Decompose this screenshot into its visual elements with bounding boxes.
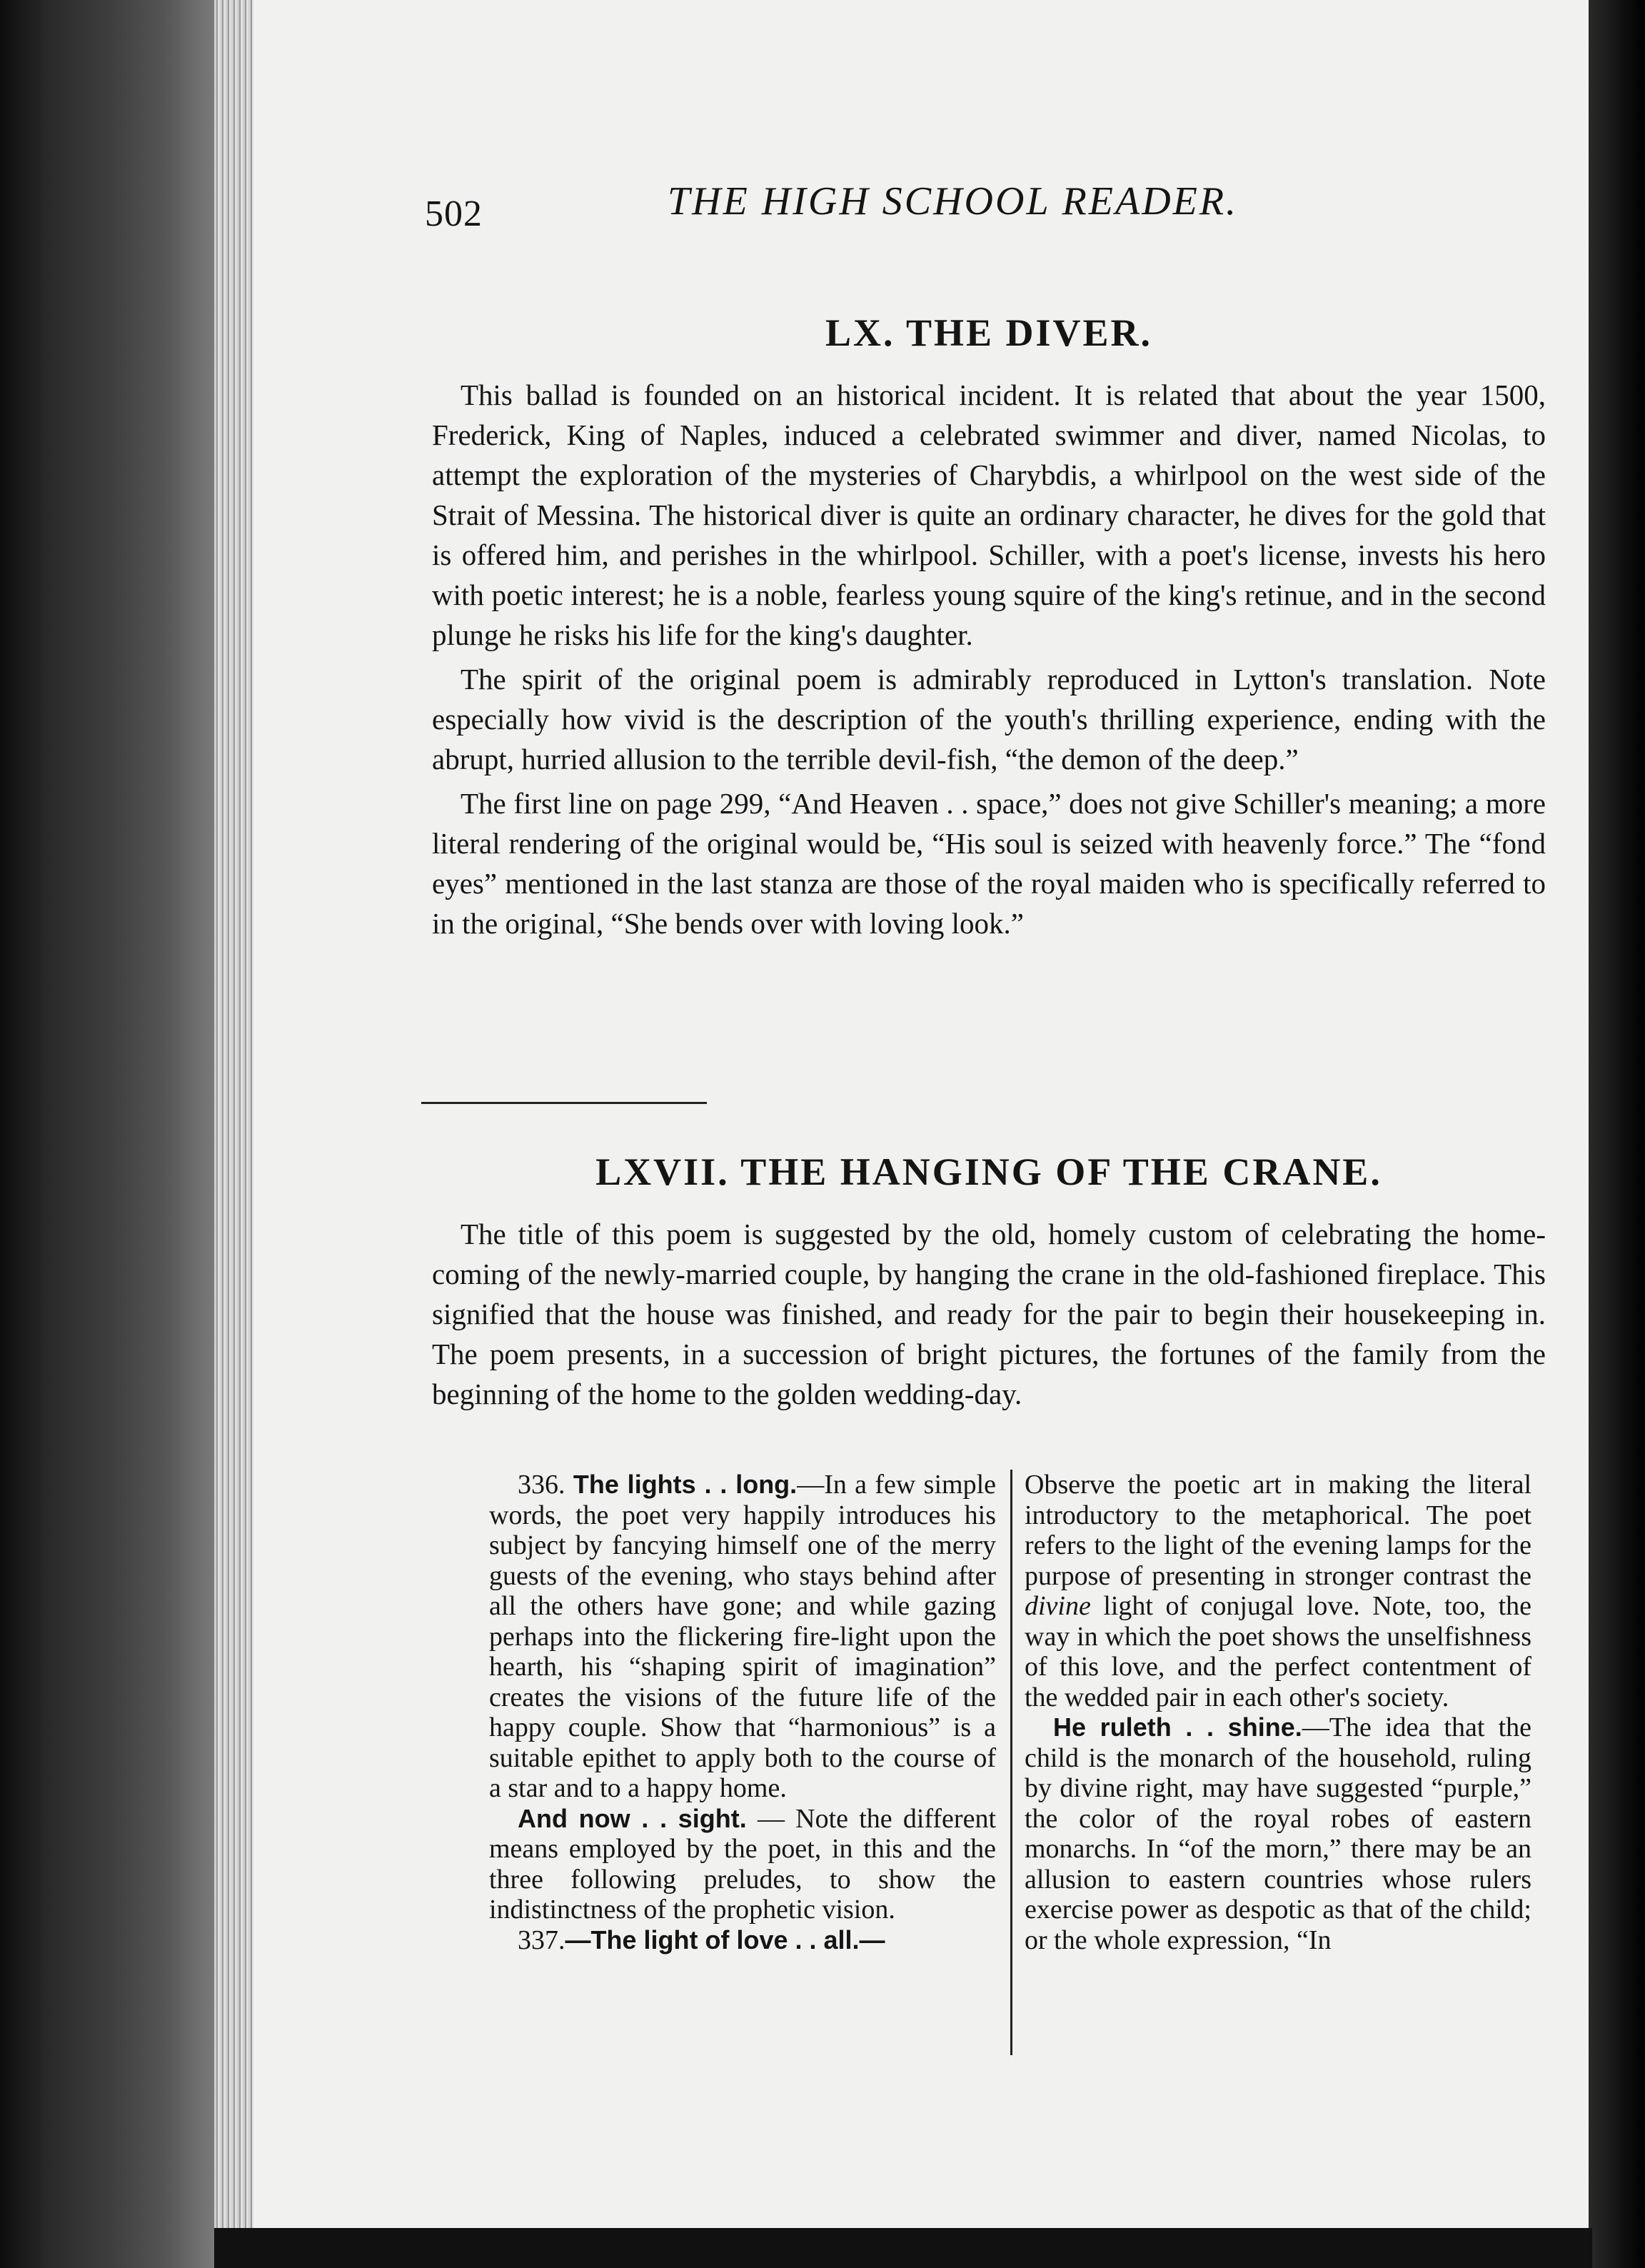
note-337-text-end: light of conjugal love. Note, too, the way in which the poet shows the unselfishness of this love, and the perfect contentment of the wedded pair in each other's society. [1025,1591,1531,1712]
section-title-the-diver: LX. THE DIVER. [825,311,1153,354]
notes-left-column [489,1470,996,1955]
crane-intro [432,1214,1546,1418]
column-divider [1010,1470,1012,2055]
note-337 [489,1925,996,1956]
note-he-ruleth [1025,1712,1531,1955]
diver-paragraph-2: The spirit of the original poem is admirably reproduced in Lytton's translation. Note especially how vivid is the description of the youth's thrilling experience, ending with the abrupt, hurried allusion to the terrible devil-fish, “the demon of the deep.” [432,663,1546,776]
section-divider-rule [421,1102,707,1104]
right-edge-shadow [1589,0,1645,2268]
note-and-now [489,1804,996,1925]
running-head [421,179,1307,236]
running-title: THE HIGH SCHOOL READER. [668,179,1239,224]
note-337-number: 337. [518,1925,565,1955]
note-337-text: Observe the poetic art in making the literal introductory to the metaphorical. The poet refers to the light of the evening lamps for the purpose of presenting in stronger contrast the [1025,1470,1531,1591]
note-and-now-keyword: And now . . sight. [518,1803,747,1833]
crane-intro-paragraph: The title of this poem is suggested by the old, homely custom of celebrating the home-coming of the newly-married couple, by hanging the crane in the old-fashioned fireplace. This signified that the house was finished, and ready for the pair to begin their housekeeping in. The poem presents, in a succession of bright pictures, the fortunes of the family from the beginning of the home to the golden wedding-day. [432,1218,1546,1410]
note-337-continuation [1025,1470,1531,1712]
diver-paragraph-3: The first line on page 299, “And Heaven . . space,” does not give Schiller's meaning; a more literal rendering of the original would be, “His soul is seized with heavenly force.” The “fond eyes” mentioned in the last stanza are those of the royal maiden who is specifically referred to in the original, “She bends over with loving look.” [432,787,1546,940]
the-diver-body [432,375,1546,948]
bottom-edge-shadow [214,2228,1592,2268]
page-edges [214,0,257,2235]
book-binding-shadow [0,0,214,2268]
note-336-number: 336. [518,1470,565,1500]
note-and-now-text: — Note the different means employed by the poet, in this and the three following preludes, to show the indistinctness of the prophetic vision. [489,1803,996,1925]
note-337-keyword: —The light of love . . all.— [565,1925,885,1955]
notes-two-column [489,1470,1546,2069]
diver-paragraph-1: This ballad is founded on an historical incident. It is related that about the year 1500, Frederick, King of Naples, induced a celebrated swimmer and diver, named Nicolas, to attempt the exploration of the mysteries of Charybdis, a whirlpool on the west side of the Strait of Messina. The historical diver is quite an ordinary character, he dives for the gold that is offered him, and perishes in the whirlpool. Schiller, with a poet's license, invests his hero with poetic interest; he is a noble, fearless young squire of the king's retinue, and in the second plunge he risks his life for the king's daughter. [432,378,1546,651]
note-he-ruleth-text: —The idea that the child is the monarch of the household, ruling by divine right, may have suggested “purple,” the color of the royal robes of eastern monarchs. In “of the morn,” there may be an allusion to eastern countries whose rulers exercise power as despotic as that of the child; or the whole expression, “In [1025,1712,1532,1955]
notes-right-column [1025,1470,1531,1955]
note-he-ruleth-keyword: He ruleth . . shine. [1053,1712,1302,1742]
note-336 [489,1470,996,1804]
note-336-keyword: The lights . . long. [573,1470,798,1499]
italic-divine: divine [1025,1591,1091,1621]
page-number: 502 [425,194,483,234]
section-title-hanging-of-the-crane: LXVII. THE HANGING OF THE CRANE. [595,1150,1382,1193]
note-336-text: —In a few simple words, the poet very happily introduces his subject by fancying himself one of the merry guests of the evening, who stays behind after all the others have gone; and while gazing perhaps into the flickering fire-light upon the hearth, his “shaping spirit of imagination” creates the visions of the future life of the happy couple. Show that “harmonious” is a suitable epithet to apply both to the course of a star and to a happy home. [489,1470,997,1803]
